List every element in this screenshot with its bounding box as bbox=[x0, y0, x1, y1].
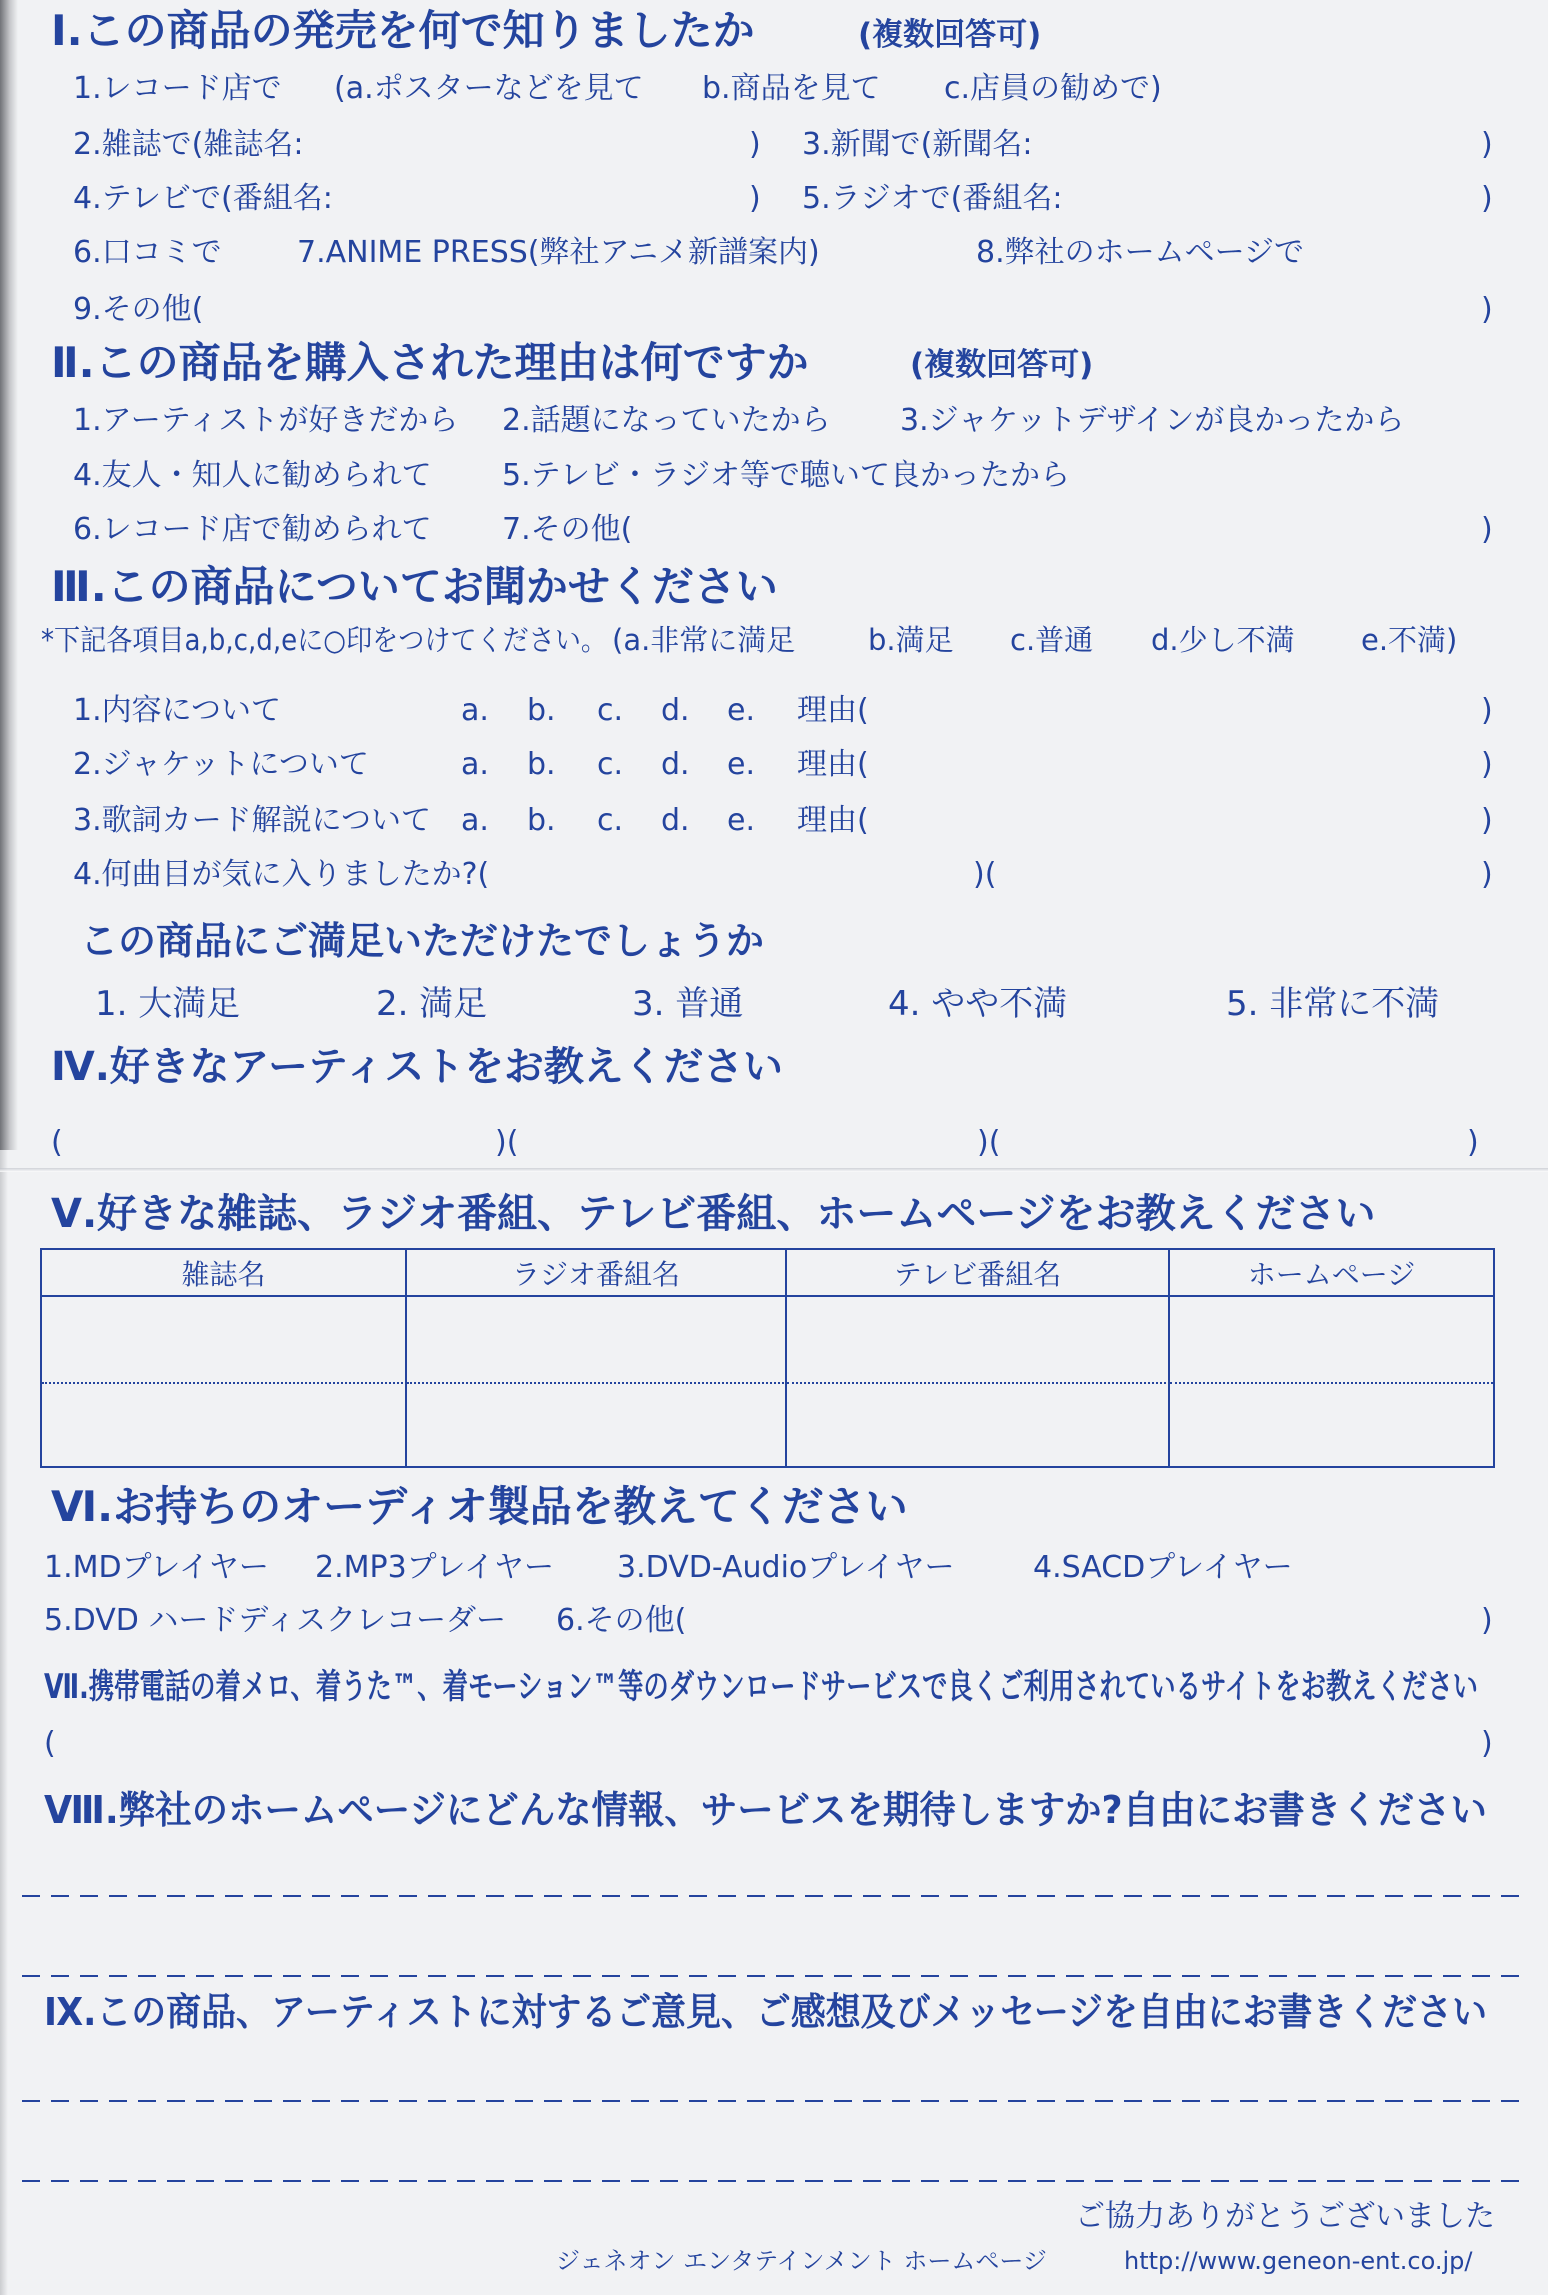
q6-option-mp3: 2.MP3プレイヤー bbox=[315, 1550, 554, 1585]
q2-option-buzz: 2.話題になっていたから bbox=[502, 403, 831, 438]
table-cell bbox=[787, 1384, 1170, 1466]
q6-option-md: 1.MDプレイヤー bbox=[44, 1550, 269, 1585]
q6-option-other: 6.その他( bbox=[556, 1603, 687, 1638]
q3-item-content: 1.内容について bbox=[73, 693, 282, 728]
q2-option-artist: 1.アーティストが好きだから bbox=[73, 403, 459, 438]
q2-option-friend: 4.友人・知人に勧められて bbox=[73, 458, 432, 493]
rating-letter-c: c. bbox=[597, 693, 624, 728]
reason-label: 理由( bbox=[797, 747, 869, 782]
rating-letter-a: a. bbox=[461, 747, 489, 782]
reason-label: 理由( bbox=[797, 803, 869, 838]
q1-title: Ⅰ.この商品の発売を何で知りましたか bbox=[51, 6, 755, 55]
rating-letter-b: b. bbox=[527, 747, 556, 782]
open-paren: ( bbox=[51, 1125, 63, 1160]
scan-edge-shadow-lower bbox=[0, 1150, 8, 2295]
q2-option-record-store: 6.レコード店で勧められて bbox=[73, 512, 432, 547]
rating-letter-b: b. bbox=[527, 803, 556, 838]
answer-line bbox=[22, 2100, 1522, 2102]
footer-url: http://www.geneon-ent.co.jp/ bbox=[1124, 2247, 1473, 2275]
answer-line bbox=[22, 2180, 1522, 2182]
satisfaction-option-very-satisfied: 1. 大満足 bbox=[95, 984, 241, 1024]
close-paren: ) bbox=[749, 181, 761, 216]
q3-instruction: *下記各項目a,b,c,d,eに○印をつけてください。 bbox=[41, 623, 608, 657]
open-paren: ( bbox=[44, 1726, 56, 1761]
q6-option-sacd: 4.SACDプレイヤー bbox=[1033, 1550, 1293, 1585]
q6-option-dvd-audio: 3.DVD-Audioプレイヤー bbox=[617, 1550, 955, 1585]
q1-record-store-staff: c.店員の勧めで) bbox=[944, 71, 1162, 106]
rating-letter-b: b. bbox=[527, 693, 556, 728]
close-paren: ) bbox=[1467, 1125, 1479, 1160]
table-cell bbox=[787, 1297, 1170, 1384]
q3-favorite-track: 4.何曲目が気に入りましたか?( bbox=[73, 857, 490, 892]
q8-title: Ⅷ.弊社のホームページにどんな情報、サービスを期待しますか?自由にお書きください bbox=[44, 1788, 1487, 1832]
rating-letter-e: e. bbox=[727, 803, 755, 838]
q1-option-magazine: 2.雑誌で(雑誌名: bbox=[73, 127, 304, 162]
close-paren: ) bbox=[1481, 292, 1493, 327]
q1-option-newspaper: 3.新聞で(新聞名: bbox=[802, 127, 1033, 162]
close-paren: ) bbox=[1481, 747, 1493, 782]
q1-record-store-poster: (a.ポスターなどを見て bbox=[334, 71, 644, 106]
close-open-paren: )( bbox=[495, 1125, 519, 1160]
table-cell bbox=[1170, 1297, 1493, 1384]
scan-edge-shadow bbox=[0, 0, 18, 1150]
q6-title: Ⅵ.お持ちのオーディオ製品を教えてください bbox=[51, 1482, 908, 1531]
q1-option-radio: 5.ラジオで(番組名: bbox=[802, 181, 1063, 216]
close-paren: ) bbox=[749, 127, 761, 162]
q3-scale-e: e.不満) bbox=[1361, 623, 1458, 657]
satisfaction-option-very-dissatisfied: 5. 非常に不満 bbox=[1226, 984, 1440, 1024]
q1-option-homepage: 8.弊社のホームページで bbox=[976, 235, 1305, 270]
q3-scale-d: d.少し不満 bbox=[1151, 623, 1295, 657]
q2-option-jacket-design: 3.ジャケットデザインが良かったから bbox=[900, 403, 1405, 438]
table-cell bbox=[1170, 1384, 1493, 1466]
close-paren: ) bbox=[1481, 1726, 1493, 1761]
q3-item-lyrics-notes: 3.歌詞カード解説について bbox=[73, 803, 432, 838]
q3-scale-b: b.満足 bbox=[868, 623, 954, 657]
close-paren: ) bbox=[1481, 1603, 1493, 1638]
fold-crease bbox=[0, 1168, 1548, 1172]
q2-option-tv-radio: 5.テレビ・ラジオ等で聴いて良かったから bbox=[502, 458, 1071, 493]
answer-line bbox=[22, 1895, 1522, 1897]
q3-scale-c: c.普通 bbox=[1010, 623, 1094, 657]
satisfaction-question: この商品にご満足いただけたでしょうか bbox=[80, 919, 765, 963]
q2-option-other: 7.その他( bbox=[502, 512, 633, 547]
answer-line bbox=[22, 1975, 1522, 1977]
table-cell bbox=[42, 1297, 407, 1384]
footer-site-label: ジェネオン エンタテインメント ホームページ bbox=[556, 2247, 1047, 2275]
q2-title: Ⅱ.この商品を購入された理由は何ですか bbox=[51, 338, 809, 387]
q5-title: Ⅴ.好きな雑誌、ラジオ番組、テレビ番組、ホームページをお教えください bbox=[51, 1191, 1376, 1237]
q1-record-store-product: b.商品を見て bbox=[702, 71, 881, 106]
table-cell bbox=[42, 1384, 407, 1466]
satisfaction-option-neutral: 3. 普通 bbox=[632, 984, 744, 1024]
favorites-table bbox=[40, 1248, 1495, 1468]
q6-option-dvd-hdd-recorder: 5.DVD ハードディスクレコーダー bbox=[44, 1603, 506, 1638]
footer-thanks: ご協力ありがとうございました bbox=[1075, 2199, 1495, 2234]
q4-title: Ⅳ.好きなアーティストをお教えください bbox=[51, 1044, 784, 1090]
table-cell bbox=[407, 1384, 787, 1466]
table-cell bbox=[407, 1297, 787, 1384]
rating-letter-e: e. bbox=[727, 693, 755, 728]
rating-letter-a: a. bbox=[461, 803, 489, 838]
rating-letter-a: a. bbox=[461, 693, 489, 728]
rating-letter-e: e. bbox=[727, 747, 755, 782]
table-header-homepage: ホームページ bbox=[1170, 1250, 1493, 1297]
q1-option-anime-press: 7.ANIME PRESS(弊社アニメ新譜案内) bbox=[297, 235, 820, 270]
q1-option-tv: 4.テレビで(番組名: bbox=[73, 181, 333, 216]
q1-option-word-of-mouth: 6.口コミで bbox=[73, 235, 222, 270]
q9-title: Ⅸ.この商品、アーティストに対するご意見、ご感想及びメッセージを自由にお書きください bbox=[44, 1990, 1488, 2034]
close-paren: ) bbox=[1481, 857, 1493, 892]
q7-title: Ⅶ.携帯電話の着メロ、着うた™、着モーション™等のダウンロードサービスで良くご利用されているサイトをお教えください bbox=[44, 1667, 1479, 1707]
q1-multiple-answers-note: (複数回答可) bbox=[858, 17, 1042, 53]
rating-letter-c: c. bbox=[597, 803, 624, 838]
q3-title: Ⅲ.この商品についてお聞かせください bbox=[51, 562, 778, 611]
q3-scale-a: (a.非常に満足 bbox=[612, 623, 796, 657]
q1-option-other: 9.その他( bbox=[73, 292, 204, 327]
close-paren: ) bbox=[1481, 181, 1493, 216]
close-paren: ) bbox=[1481, 512, 1493, 547]
satisfaction-option-satisfied: 2. 満足 bbox=[376, 984, 488, 1024]
close-paren: ) bbox=[1481, 127, 1493, 162]
reason-label: 理由( bbox=[797, 693, 869, 728]
close-open-paren: )( bbox=[977, 1125, 1001, 1160]
table-header-magazine: 雑誌名 bbox=[42, 1250, 407, 1297]
table-header-tv-program: テレビ番組名 bbox=[787, 1250, 1170, 1297]
close-paren: ) bbox=[1481, 693, 1493, 728]
q3-item-jacket: 2.ジャケットについて bbox=[73, 747, 369, 782]
q2-multiple-answers-note: (複数回答可) bbox=[910, 347, 1094, 383]
satisfaction-option-somewhat-dissatisfied: 4. やや不満 bbox=[888, 984, 1068, 1024]
q1-option-record-store: 1.レコード店で bbox=[73, 71, 282, 106]
rating-letter-d: d. bbox=[661, 803, 690, 838]
rating-letter-c: c. bbox=[597, 747, 624, 782]
close-open-paren: )( bbox=[973, 857, 997, 892]
rating-letter-d: d. bbox=[661, 693, 690, 728]
close-paren: ) bbox=[1481, 803, 1493, 838]
rating-letter-d: d. bbox=[661, 747, 690, 782]
table-header-radio-program: ラジオ番組名 bbox=[407, 1250, 787, 1297]
